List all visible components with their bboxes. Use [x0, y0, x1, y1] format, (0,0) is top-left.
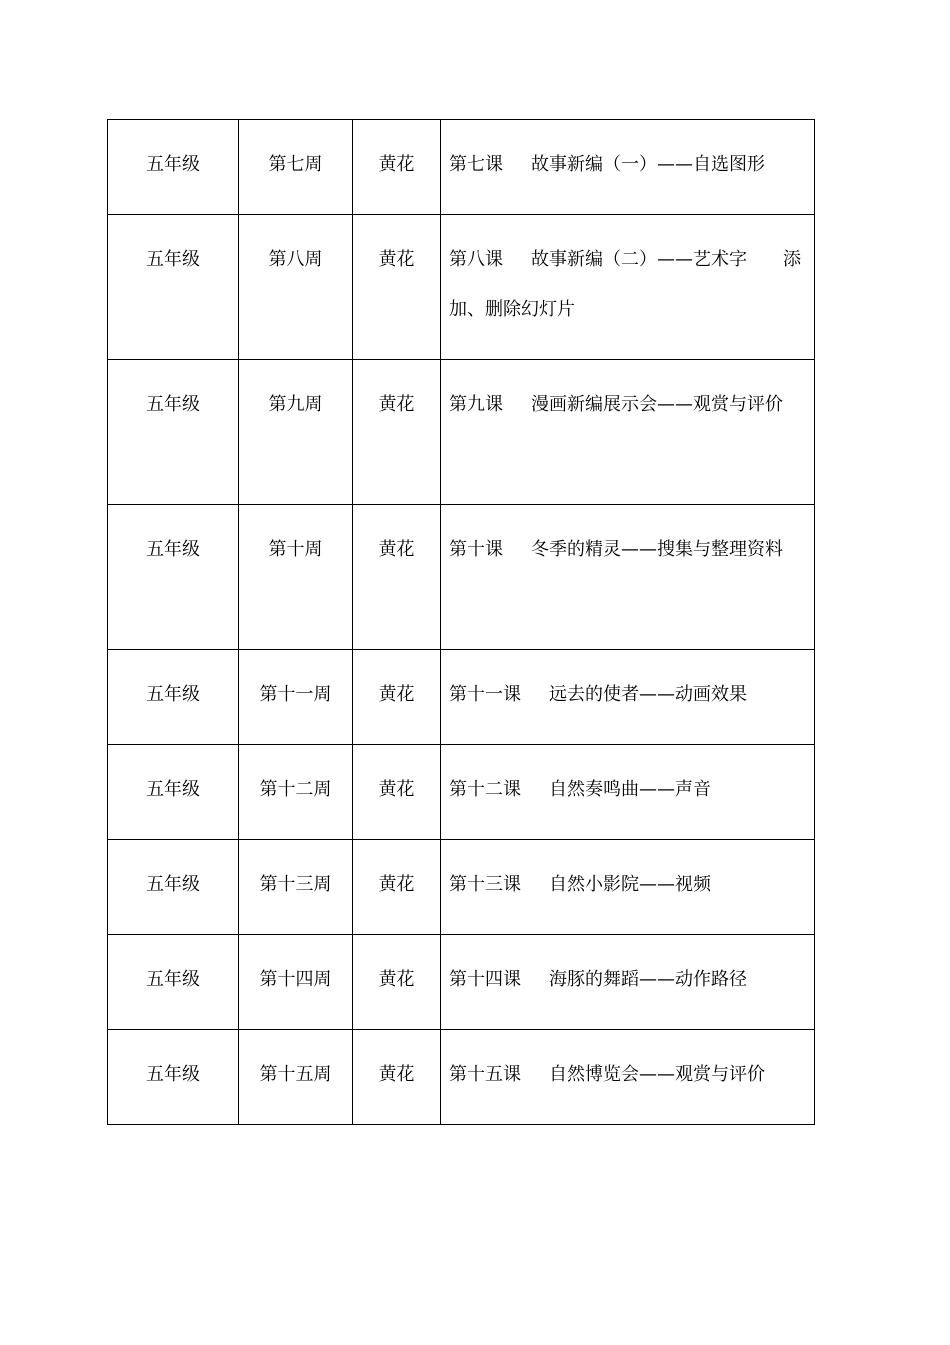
lesson-title: 远去的使者——动画效果: [549, 684, 747, 705]
week-cell: 第十一周: [239, 650, 353, 745]
lesson-cell: [441, 1030, 815, 1125]
grade-cell: 五年级: [108, 935, 239, 1030]
lesson-number: 第九课: [449, 394, 503, 415]
lesson-number: 第十二课: [449, 779, 521, 800]
table-row: [108, 745, 815, 840]
grade-cell: 五年级: [108, 650, 239, 745]
lesson-cell: [441, 745, 815, 840]
lesson-cell: [441, 935, 815, 1030]
week-cell: 第十二周: [239, 745, 353, 840]
table-row: [108, 650, 815, 745]
grade-cell: 五年级: [108, 840, 239, 935]
lesson-cell: [441, 505, 815, 650]
grade-cell: 五年级: [108, 505, 239, 650]
week-cell: 第八周: [239, 215, 353, 360]
teacher-cell: 黄花: [353, 1030, 441, 1125]
teacher-cell: 黄花: [353, 505, 441, 650]
teacher-cell: 黄花: [353, 935, 441, 1030]
grade-cell: 五年级: [108, 120, 239, 215]
lesson-number: 第十课: [449, 539, 503, 560]
lesson-title: 故事新编（一）——自选图形: [531, 154, 765, 175]
grade-cell: 五年级: [108, 745, 239, 840]
table-row: [108, 505, 815, 650]
lesson-title: 自然奏鸣曲——声音: [549, 779, 711, 800]
lesson-number: 第十一课: [449, 684, 521, 705]
lesson-title: 自然博览会——观赏与评价: [549, 1064, 765, 1085]
table-row: [108, 840, 815, 935]
week-cell: 第九周: [239, 360, 353, 505]
table-row: [108, 935, 815, 1030]
lesson-cell: [441, 215, 815, 360]
lesson-number: 第十五课: [449, 1064, 521, 1085]
lesson-cell: [441, 360, 815, 505]
lesson-title: 海豚的舞蹈——动作路径: [549, 969, 747, 990]
teacher-cell: 黄花: [353, 840, 441, 935]
week-cell: 第十周: [239, 505, 353, 650]
lesson-title: 故事新编（二）——艺术字 添加、删除幻灯片: [449, 249, 801, 320]
week-cell: 第十四周: [239, 935, 353, 1030]
teacher-cell: 黄花: [353, 215, 441, 360]
table-row: [108, 215, 815, 360]
teacher-cell: 黄花: [353, 650, 441, 745]
lesson-title: 自然小影院——视频: [549, 874, 711, 895]
lesson-number: 第八课: [449, 249, 503, 270]
teacher-cell: 黄花: [353, 745, 441, 840]
lesson-cell: [441, 840, 815, 935]
grade-cell: 五年级: [108, 360, 239, 505]
lesson-cell: [441, 120, 815, 215]
grade-cell: 五年级: [108, 1030, 239, 1125]
table-row: [108, 120, 815, 215]
week-cell: 第七周: [239, 120, 353, 215]
table-row: [108, 1030, 815, 1125]
lesson-number: 第七课: [449, 154, 503, 175]
lesson-number: 第十三课: [449, 874, 521, 895]
grade-cell: 五年级: [108, 215, 239, 360]
lesson-title: 漫画新编展示会——观赏与评价: [531, 394, 783, 415]
week-cell: 第十五周: [239, 1030, 353, 1125]
teacher-cell: 黄花: [353, 360, 441, 505]
table-row: [108, 360, 815, 505]
week-cell: 第十三周: [239, 840, 353, 935]
lesson-number: 第十四课: [449, 969, 521, 990]
teacher-cell: 黄花: [353, 120, 441, 215]
lesson-title: 冬季的精灵——搜集与整理资料: [531, 539, 783, 560]
lesson-cell: [441, 650, 815, 745]
schedule-table: [107, 119, 815, 1125]
